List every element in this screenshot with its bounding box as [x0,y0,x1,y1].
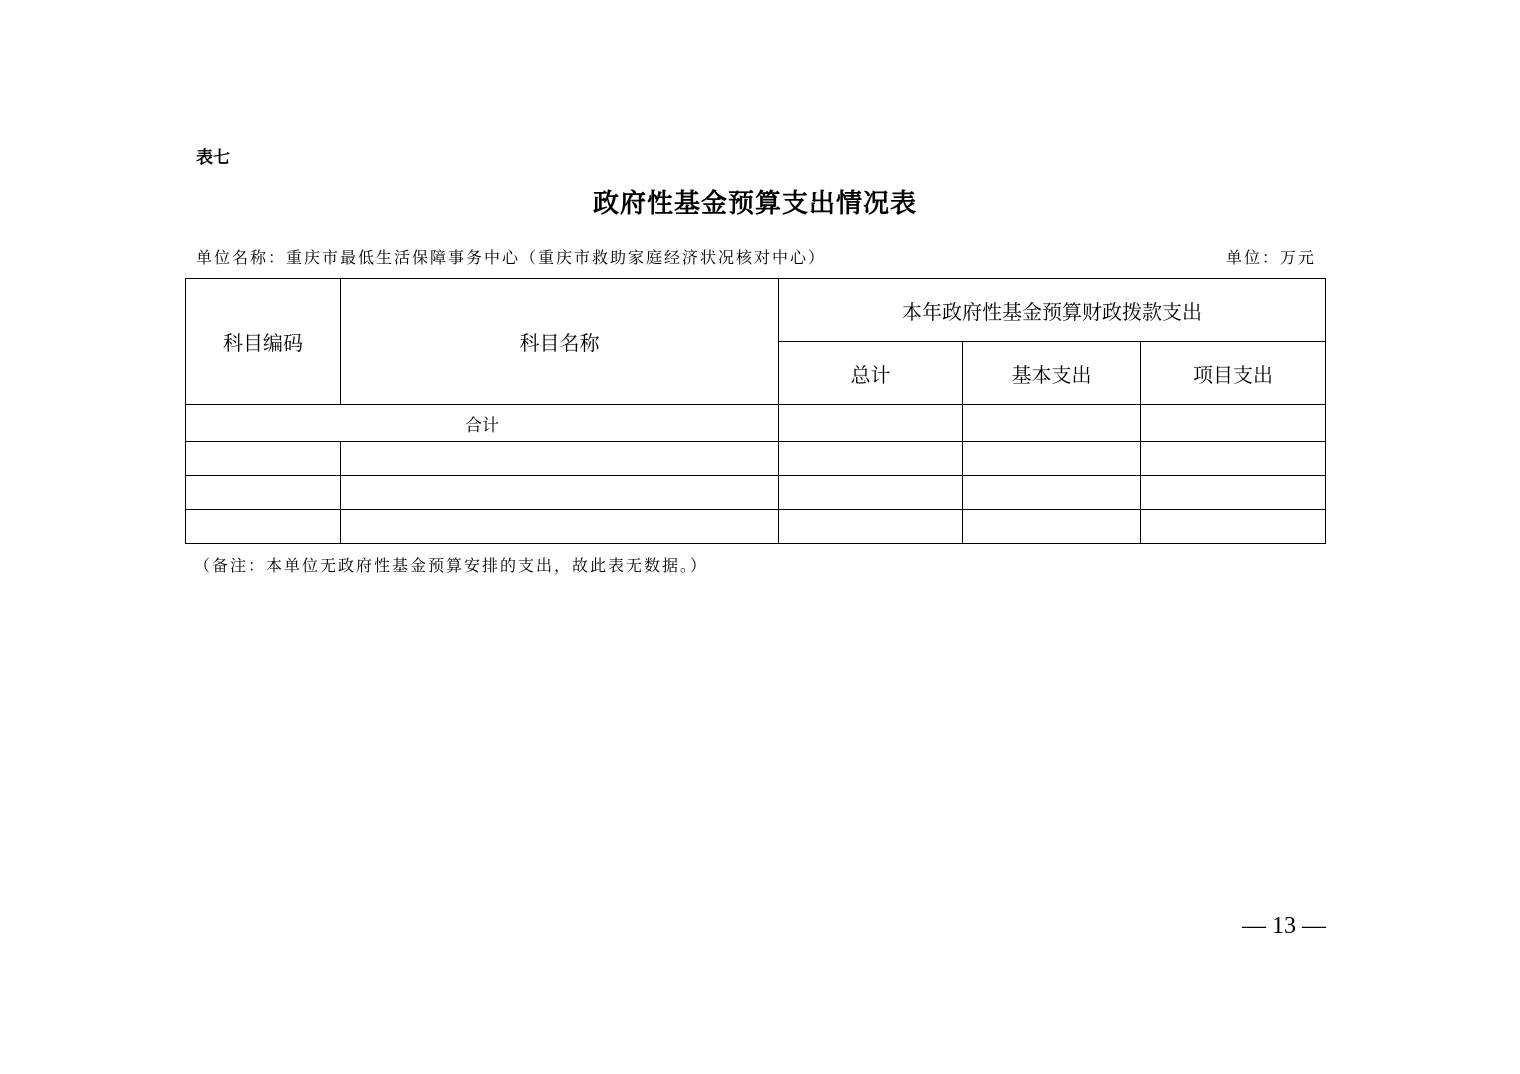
table-row [186,510,1326,544]
name-cell [341,510,779,544]
header-code: 科目编码 [186,279,341,405]
code-cell [186,442,341,476]
code-cell [186,510,341,544]
basic-cell [963,476,1141,510]
total-label: 合计 [186,405,779,442]
header-row [186,279,1326,342]
basic-cell [963,510,1141,544]
project-cell [1141,510,1326,544]
header-total: 总计 [779,342,963,405]
basic-cell [963,405,1141,442]
project-cell [1141,476,1326,510]
project-cell [1141,405,1326,442]
header-name: 科目名称 [341,279,779,405]
table-note: （备注：本单位无政府性基金预算安排的支出，故此表无数据。） [194,556,709,575]
unit-name: 单位名称：重庆市最低生活保障事务中心（重庆市救助家庭经济状况核对中心） [196,248,827,267]
document-title: 政府性基金预算支出情况表 [592,189,917,219]
total-cell [779,510,963,544]
header-group: 本年政府性基金预算财政拨款支出 [779,279,1326,342]
header-basic: 基本支出 [963,342,1141,405]
basic-cell [963,442,1141,476]
total-row [186,405,1326,442]
unit-measure: 单位：万元 [1226,248,1317,267]
budget-table [185,278,1326,544]
name-cell [341,476,779,510]
table-row [186,476,1326,510]
page-number: — 13 — [1242,913,1326,939]
total-cell [779,476,963,510]
table-label: 表七 [196,148,230,168]
project-cell [1141,442,1326,476]
total-cell [779,405,963,442]
code-cell [186,476,341,510]
table-row [186,442,1326,476]
header-project: 项目支出 [1141,342,1326,405]
total-cell [779,442,963,476]
name-cell [341,442,779,476]
